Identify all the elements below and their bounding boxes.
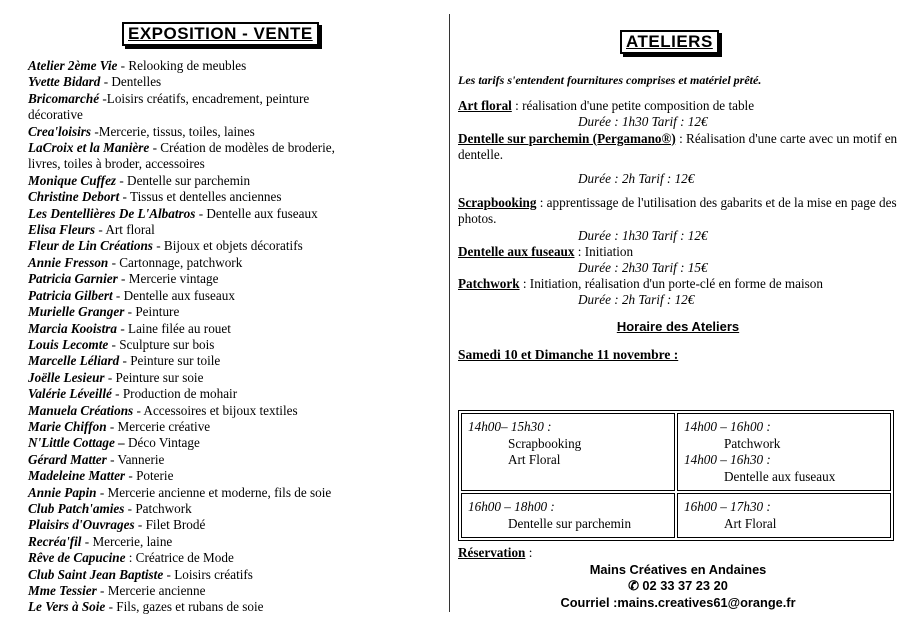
exhibitor-item: [28, 370, 448, 386]
exhibitor-description: - Poterie: [125, 468, 174, 484]
exhibitor-item: [28, 534, 448, 550]
exhibitor-name: Crea'loisirs: [28, 123, 92, 139]
exhibitor-item: [28, 255, 448, 271]
exhibitor-description: - Dentelle aux fuseaux: [195, 205, 318, 221]
schedule-row: [461, 413, 891, 491]
slot-time: 16h00 – 17h30 :: [684, 499, 771, 514]
exhibitor-description: - Peinture sur soie: [104, 369, 204, 385]
exhibitor-name: Murielle Granger: [28, 304, 125, 320]
exhibitor-item: [28, 485, 448, 501]
atelier-list: [458, 98, 898, 308]
exhibitor-name: Club Saint Jean Baptiste: [28, 566, 164, 582]
exhibitor-description: -Mercerie, tissus, toiles, laines: [91, 123, 255, 139]
reservation-label-suffix: :: [525, 545, 533, 560]
exhibitor-name: Manuela Créations: [28, 402, 134, 418]
ateliers-body: [458, 72, 898, 363]
exhibitor-description: Déco Vintage: [124, 435, 200, 451]
exhibitor-name: Valérie Léveillé: [28, 386, 112, 402]
exhibitor-item: [28, 435, 448, 451]
atelier-description: : Initiation: [574, 243, 634, 259]
exhibitor-item: [28, 222, 448, 238]
exhibitor-name: Les Dentellières De L'Albatros: [28, 205, 196, 221]
slot-activity: Dentelle sur parchemin: [508, 515, 632, 531]
exhibitor-item: [28, 173, 448, 189]
exhibitor-name: Monique Cuffez: [28, 172, 117, 188]
schedule-date: Samedi 10 et Dimanche 11 novembre :: [458, 346, 679, 362]
exhibitor-item: [28, 501, 448, 517]
atelier-description: : Initiation, réalisation d'un porte-clé en forme de maison: [519, 276, 823, 292]
email-contact[interactable]: Courriel :mains.creatives61@orange.fr: [560, 594, 796, 610]
exhibitor-list: [28, 58, 448, 616]
atelier-item: [458, 98, 898, 114]
exhibitor-name: LaCroix et la Manière: [28, 140, 150, 156]
exhibitor-description: - Sculpture sur bois: [108, 336, 215, 352]
exhibitor-item: [28, 403, 448, 419]
exhibitor-name: Plaisirs d'Ouvrages: [28, 517, 135, 533]
exhibitor-item: [28, 140, 448, 156]
exhibitor-description: - Peinture: [124, 304, 180, 320]
atelier-name: Dentelle sur parchemin (Pergamano®): [458, 130, 676, 146]
atelier-name: Dentelle aux fuseaux: [458, 243, 575, 259]
atelier-duration-price: Durée : 1h30 Tarif : 12€: [578, 227, 708, 243]
exhibitor-item: [28, 206, 448, 222]
exhibitor-item: [28, 353, 448, 369]
slot-activity: Art Floral: [508, 452, 561, 467]
exhibitor-item: [28, 583, 448, 599]
exhibitor-description: - Production de mohair: [111, 386, 238, 402]
exhibitor-description: : Créatrice de Mode: [125, 550, 234, 566]
schedule-row: [461, 493, 891, 538]
reservation-block: [458, 545, 898, 611]
exhibitor-description: - Mercerie vintage: [117, 271, 219, 287]
exhibitor-description: - Mercerie ancienne et moderne, fils de soie: [96, 484, 332, 500]
reservation-heading: [458, 545, 898, 562]
exhibitor-description: - Art floral: [95, 222, 155, 238]
exhibitor-item: [28, 468, 448, 484]
exhibitor-description: - Peinture sur toile: [119, 353, 221, 369]
exhibitor-item: [28, 567, 448, 583]
atelier-item: [458, 276, 898, 292]
spacer: [458, 187, 898, 195]
slot-time: 14h00 – 16h00 :: [684, 419, 771, 434]
exhibitor-description: - Laine filée au rouet: [117, 320, 231, 336]
atelier-description: : réalisation d'une petite composition de table: [511, 98, 755, 114]
exhibitor-name: Annie Fresson: [28, 254, 109, 270]
exhibitor-description: - Mercerie ancienne: [96, 583, 206, 598]
exhibitor-description: - Accessoires et bijoux textiles: [133, 402, 298, 418]
reservation-label: Réservation: [458, 545, 526, 560]
atelier-description: : apprentissage de l'utilisation des gabarits et de la mise en page des photos.: [458, 195, 897, 227]
exhibitor-name: Joëlle Lesieur: [28, 369, 105, 385]
exhibitor-name: Elisa Fleurs: [28, 222, 96, 238]
exposition-title: EXPOSITION - VENTE: [122, 22, 319, 46]
exhibitor-name: Atelier 2ème Vie: [28, 58, 118, 73]
exhibitor-item: [28, 550, 448, 566]
exhibitor-description: - Loisirs créatifs: [163, 566, 253, 582]
exhibitor-name: Madeleine Matter: [28, 468, 126, 484]
exhibitor-item: [28, 124, 448, 140]
exhibitor-name: Marie Chiffon: [28, 418, 107, 434]
exhibitor-description-continued: décorative: [28, 107, 83, 123]
exhibitor-name: Yvette Bidard: [28, 74, 101, 90]
slot-activity: Art Floral: [724, 515, 777, 531]
exhibitor-name: Le Vers à Soie: [28, 599, 106, 615]
exhibitor-name: Marcia Kooistra: [28, 320, 118, 336]
schedule-cell: [461, 493, 675, 538]
exhibitor-name: Patricia Garnier: [28, 271, 118, 287]
ateliers-title: ATELIERS: [620, 30, 719, 54]
schedule-cell: [677, 413, 891, 491]
exhibitor-name: Rêve de Capucine: [28, 550, 126, 566]
slot-activity: Dentelle aux fuseaux: [724, 468, 836, 484]
schedule-table: [458, 410, 894, 541]
atelier-name: Patchwork: [458, 276, 520, 292]
exhibitor-item: [28, 271, 448, 287]
exhibitor-description: - Création de modèles de broderie,: [149, 140, 335, 156]
atelier-item: [458, 244, 898, 260]
exhibitor-item: [28, 74, 448, 90]
atelier-duration-price: Durée : 2h Tarif : 12€: [578, 171, 695, 187]
schedule-title: Horaire des Ateliers: [616, 318, 740, 334]
column-divider: [449, 14, 450, 612]
exhibitor-description: - Vannerie: [106, 451, 165, 467]
exhibitor-item: [28, 58, 448, 74]
exhibitor-name: Marcelle Léliard: [28, 353, 120, 369]
exhibitor-name: Fleur de Lin Créations: [28, 238, 153, 254]
exhibitor-item: [28, 91, 448, 107]
exhibitor-description: - Bijoux et objets décoratifs: [152, 238, 303, 254]
exhibitor-description: - Relooking de meubles: [117, 58, 247, 73]
exhibitor-name: N'Little Cottage –: [28, 435, 125, 451]
exhibitor-item: [28, 189, 448, 205]
exhibitor-description: - Mercerie, laine: [81, 533, 173, 549]
exhibitor-name: Patricia Gilbert: [28, 287, 113, 303]
slot-activity: Patchwork: [724, 435, 781, 451]
exhibitor-item: [28, 599, 448, 615]
atelier-item: [458, 131, 898, 163]
atelier-duration-price: Durée : 1h30 Tarif : 12€: [578, 114, 708, 130]
exhibitor-description-continued: livres, toiles à broder, accessoires: [28, 156, 205, 172]
pricing-note: Les tarifs s'entendent fournitures comprises et matériel prêté.: [458, 73, 762, 87]
exhibitor-description: - Fils, gazes et rubans de soie: [105, 599, 264, 615]
atelier-item: [458, 195, 898, 227]
exhibitor-description: -Loisirs créatifs, encadrement, peinture: [99, 90, 310, 106]
exhibitor-item: [28, 337, 448, 353]
exhibitor-name: Gérard Matter: [28, 451, 107, 467]
exhibitor-description: - Patchwork: [124, 500, 192, 516]
exhibitor-name: Christine Debort: [28, 189, 120, 205]
exhibitor-item: [28, 419, 448, 435]
exhibitor-name: Club Patch'amies: [28, 500, 125, 516]
exhibitor-item: [28, 517, 448, 533]
exhibitor-description: - Dentelle aux fuseaux: [112, 287, 235, 303]
schedule-cell: [461, 413, 675, 491]
phone-number: ✆ 02 33 37 23 20: [628, 578, 728, 593]
spacer: [458, 163, 898, 171]
atelier-description: : Réalisation d'une carte avec un motif en dentelle.: [458, 130, 898, 162]
slot-time: 14h00 – 16h30 :: [684, 452, 771, 467]
exhibitor-name: Annie Papin: [28, 484, 97, 500]
slot-time: 14h00– 15h30 :: [468, 419, 552, 434]
slot-time: 16h00 – 18h00 :: [468, 499, 555, 514]
atelier-name: Scrapbooking: [458, 195, 537, 211]
exhibitor-item: [28, 321, 448, 337]
atelier-name: Art floral: [458, 98, 512, 114]
exhibitor-item: [28, 288, 448, 304]
exhibitor-description: - Mercerie créative: [106, 418, 211, 434]
exhibitor-name: Bricomarché: [28, 90, 100, 106]
exhibitor-item: [28, 386, 448, 402]
exhibitor-name: Mme Tessier: [28, 583, 97, 598]
atelier-duration-price: Durée : 2h30 Tarif : 15€: [578, 260, 708, 276]
exhibitor-description: - Cartonnage, patchwork: [108, 254, 243, 270]
slot-activity: Scrapbooking: [508, 435, 582, 451]
schedule-cell: [677, 493, 891, 538]
exhibitor-description: - Dentelle sur parchemin: [116, 172, 251, 188]
exhibitor-name: Recréa'fil: [28, 533, 82, 549]
exhibitor-item: [28, 304, 448, 320]
organizer-name: Mains Créatives en Andaines: [589, 561, 767, 577]
exhibitor-item: [28, 452, 448, 468]
exhibitor-description: - Filet Brodé: [134, 517, 206, 533]
exhibitor-item: [28, 238, 448, 254]
atelier-duration-price: Durée : 2h Tarif : 12€: [578, 292, 695, 308]
exhibitor-description: - Tissus et dentelles anciennes: [119, 189, 282, 205]
exhibitor-description: - Dentelles: [100, 74, 162, 90]
exhibitor-name: Louis Lecomte: [28, 336, 109, 352]
